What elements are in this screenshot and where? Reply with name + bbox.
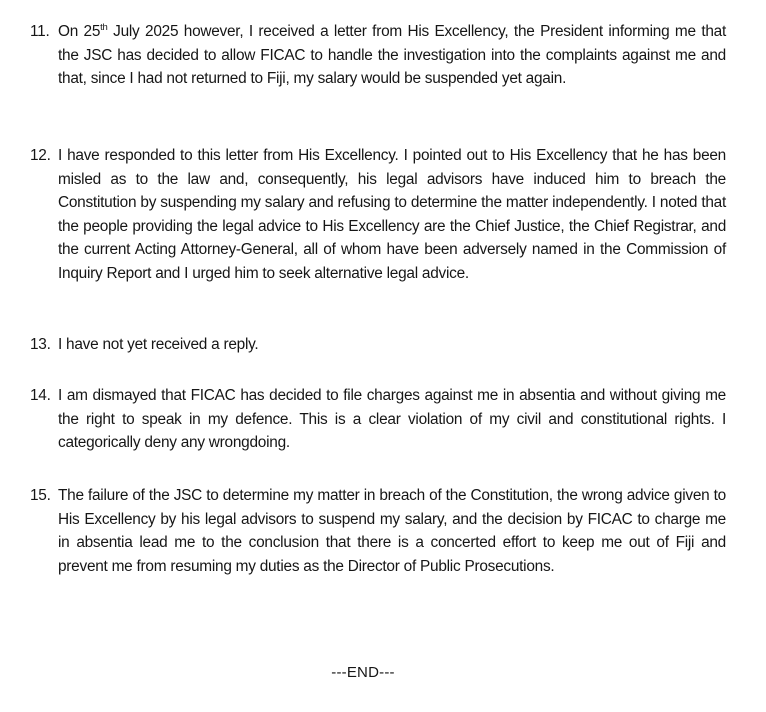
- end-marker-text: ---END---: [331, 664, 395, 681]
- paragraph-text: The failure of the JSC to determine my matter in breach of the Constitution, the wrong advice given to His Excellency by his legal advisors to suspend my salary, and the decision by FICAC to charge me in absentia lead me to the conclusion that there is a concerted effort to keep me out of Fiji and prevent me from resuming my duties as the Director of Public Prosecutions.: [58, 487, 726, 575]
- paragraph-12: [30, 144, 726, 286]
- paragraph-text: I have responded to this letter from His Excellency. I pointed out to His Excellency that he has been misled as to the law and, consequently, his legal advisors have induced him to breach the Constitution by suspending my salary and refusing to determine the matter independently. I noted that the people providing the legal advice to His Excellency are the Chief Justice, the Chief Registrar, and the current Acting Attorney-General, all of whom have been adversely named in the Commission of Inquiry Report and I urged him to seek alternative legal advice.: [58, 147, 726, 282]
- superscript-ordinal: th: [100, 22, 108, 33]
- paragraph-15: [30, 484, 726, 578]
- paragraph-number: 12.: [30, 147, 51, 164]
- end-marker: [0, 664, 766, 681]
- paragraph-text-start: On 25: [58, 23, 101, 40]
- paragraph-text: I have not yet received a reply.: [58, 336, 259, 353]
- paragraph-number: 11.: [30, 23, 50, 40]
- paragraph-number: 15.: [30, 487, 51, 504]
- paragraph-13: [30, 333, 726, 357]
- paragraph-11: [30, 20, 726, 91]
- paragraph-text-rest: July 2025 however, I received a letter from His Excellency, the President informing me that the JSC has decided to allow FICAC to handle the investigation into the complaints against me and that, since I had not returned to Fiji, my salary would be suspended yet again.: [58, 23, 726, 88]
- paragraph-number: 13.: [30, 336, 51, 353]
- paragraph-number: 14.: [30, 387, 51, 404]
- paragraph-text: I am dismayed that FICAC has decided to file charges against me in absentia and without giving me the right to speak in my defence. This is a clear violation of my civil and constitutional rights. I categorically deny any wrongdoing.: [58, 387, 726, 452]
- paragraph-14: [30, 384, 726, 455]
- paragraph-text: [30, 20, 726, 91]
